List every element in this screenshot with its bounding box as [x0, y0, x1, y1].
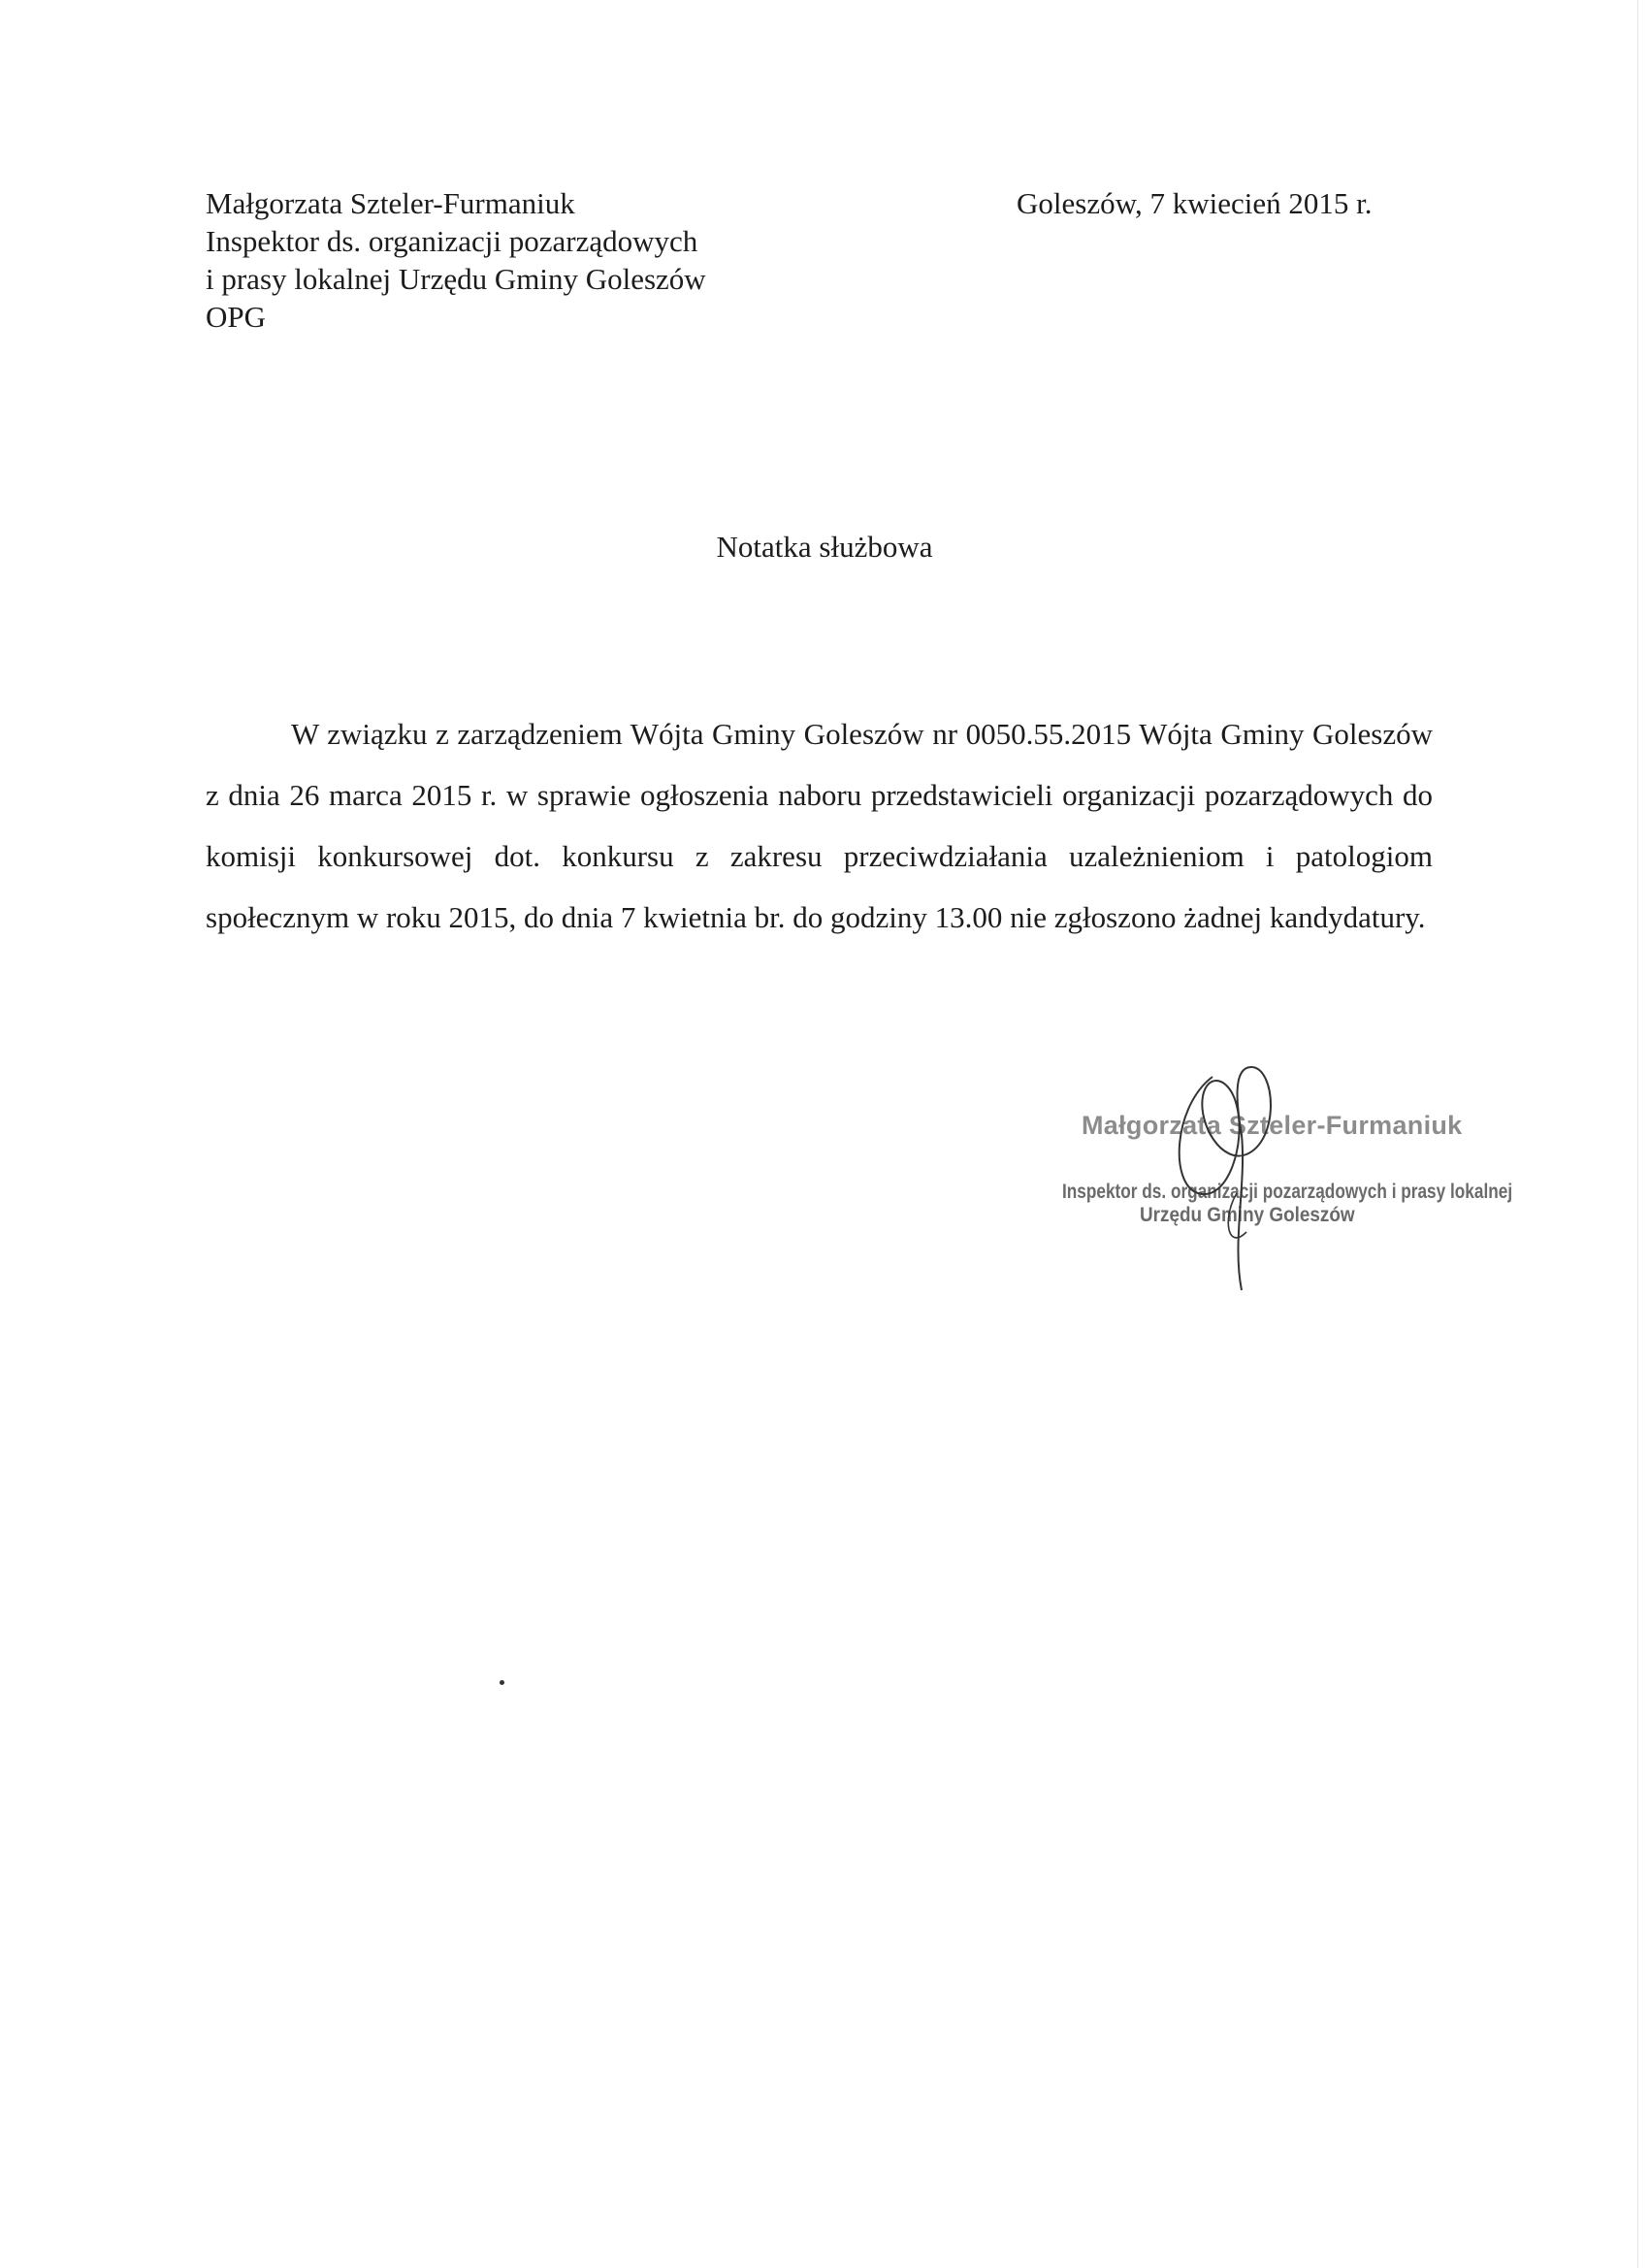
sender-position-line2: i prasy lokalnej Urzędu Gminy Goleszów — [206, 262, 706, 296]
stamp-name: Małgorzata Szteler-Furmaniuk — [1082, 1111, 1463, 1140]
document-title: Notatka służbowa — [716, 530, 933, 564]
sender-block — [206, 184, 706, 336]
stamp-position-line2: Urzędu Gminy Goleszów — [1140, 1204, 1355, 1226]
handwritten-signature — [1154, 1048, 1310, 1310]
sender-position-line1: Inspektor ds. organizacji pozarządowych — [206, 224, 698, 258]
document-body: W związku z zarządzeniem Wójta Gminy Goleszów nr 0050.55.2015 Wójta Gminy Goleszów z dnia 26 marca 2015 r. w sprawie ogłoszenia naboru przedstawicieli organizacji pozarządowych do komisji konkursowej dot. konkursu z zakresu przeciwdziałania uzależnieniom i patologiom społecznym w roku 2015, do dnia 7 kwietnia br. do godziny 13.00 nie zgłoszono żadnej kandydatury. — [206, 717, 1433, 934]
scan-edge-line — [1637, 0, 1638, 2268]
sender-name: Małgorzata Szteler-Furmaniuk — [206, 186, 575, 220]
document-date: Goleszów, 7 kwiecień 2015 r. — [1017, 186, 1373, 220]
stamp-position-line1: Inspektor ds. organizacji pozarządowych i prasy lokalnej — [1062, 1181, 1513, 1203]
speck-dot — [500, 1680, 504, 1685]
sender-department: OPG — [206, 300, 267, 334]
